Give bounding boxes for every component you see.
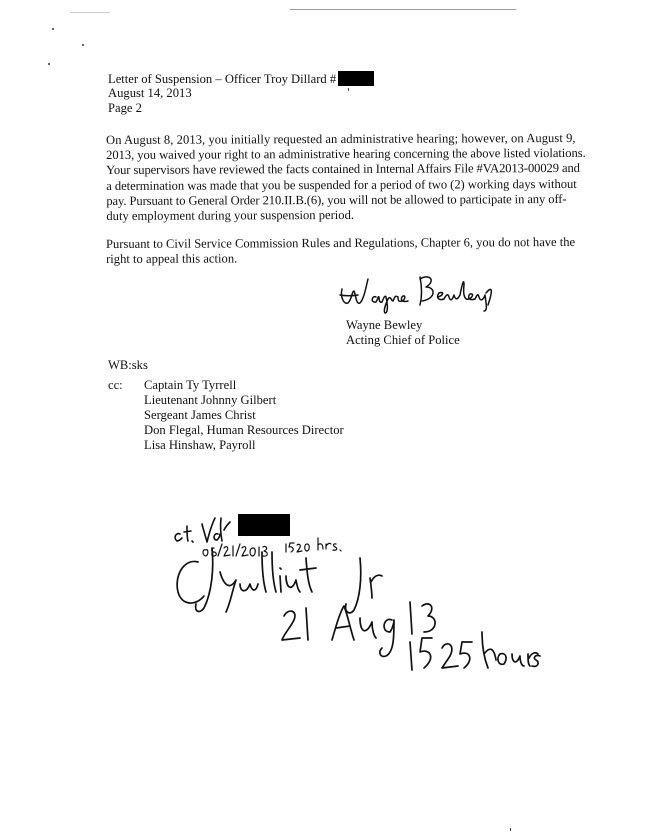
letter-subject-line <box>108 71 374 87</box>
scan-artifact-line <box>70 12 110 13</box>
cc-recipient: Captain Ty Tyrrell <box>144 378 237 392</box>
paragraph-line: 2013, you waived your right to an administrative hearing concerning the above listed violations. <box>106 146 586 163</box>
cc-recipient: Don Flegal, Human Resources Director <box>144 423 344 437</box>
scan-speck <box>82 44 84 46</box>
redaction-box <box>338 71 374 86</box>
paragraph-line: On August 8, 2013, you initially requested an administrative hearing; however, on August 9, <box>106 130 576 147</box>
signatory-title: Acting Chief of Police <box>346 333 460 347</box>
typist-initials: WB:sks <box>108 358 148 372</box>
paragraph-line: pay. Pursuant to General Order 210.II.B.(6), you will not be allowed to participate in any off- <box>106 191 567 208</box>
scan-artifact-line <box>290 9 516 10</box>
scan-speck <box>348 88 349 91</box>
scan-speck <box>52 28 54 30</box>
paragraph-line: duty employment during your suspension period. <box>106 207 355 224</box>
chief-signature <box>336 265 506 320</box>
scan-speck <box>510 828 511 831</box>
cc-recipient: Lieutenant Johnny Gilbert <box>144 393 277 407</box>
page-number: Page 2 <box>108 101 142 115</box>
paragraph-line: Your supervisors have reviewed the facts contained in Internal Affairs File #VA2013-00029 and <box>106 161 580 178</box>
paragraph-line: a determination was made that you be suspended for a period of two (2) working days without <box>106 176 577 193</box>
letter-date: August 14, 2013 <box>108 86 192 100</box>
signatory-name: Wayne Bewley <box>346 318 423 332</box>
handwritten-receipt-block <box>160 508 540 683</box>
cc-label: cc: <box>108 378 123 392</box>
scan-speck <box>48 63 50 65</box>
letter-subject-text: Letter of Suspension – Officer Troy Dillard # <box>108 72 337 86</box>
paragraph-line: right to appeal this action. <box>106 251 238 267</box>
body-paragraph-2 <box>106 235 575 267</box>
cc-recipient: Sergeant James Christ <box>144 408 256 422</box>
paragraph-line: Pursuant to Civil Service Commission Rules and Regulations, Chapter 6, you do not have the <box>106 234 576 251</box>
body-paragraph-1 <box>106 131 586 224</box>
cc-recipient: Lisa Hinshaw, Payroll <box>144 438 256 452</box>
